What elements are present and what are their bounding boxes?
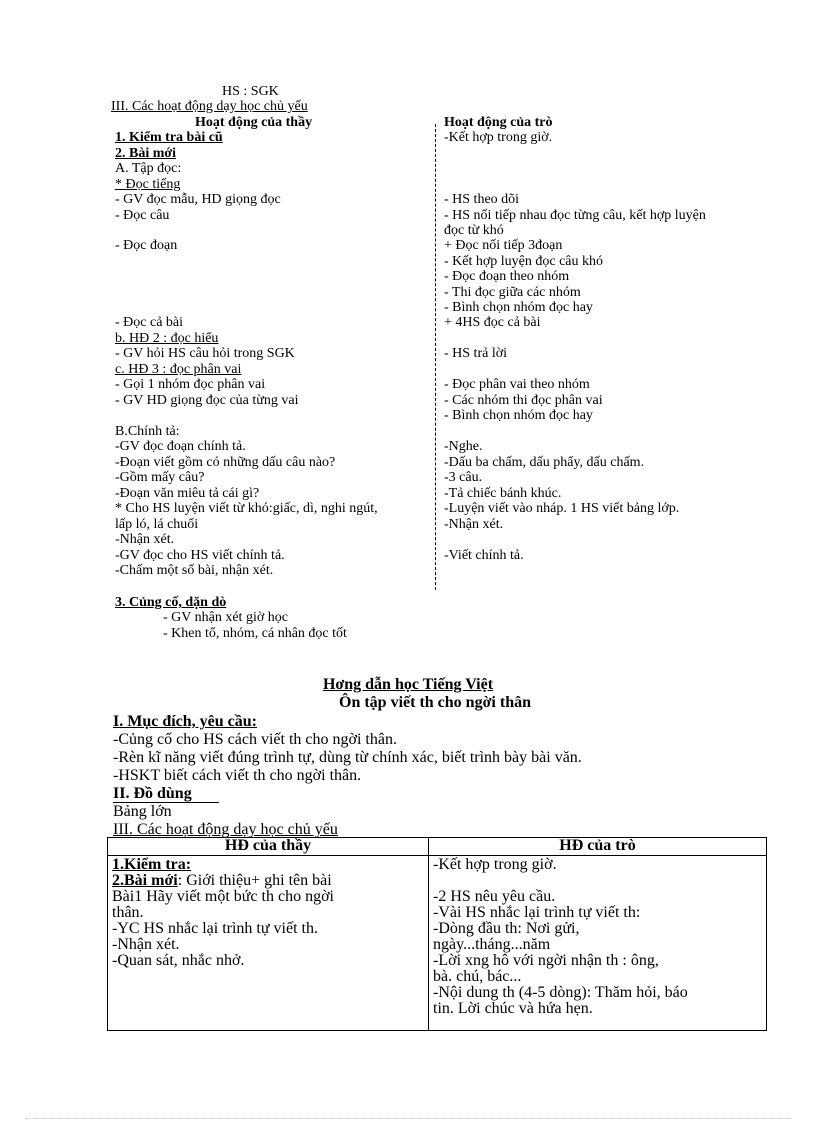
- student-line: - HS theo dõi: [444, 192, 520, 207]
- student-line: - Các nhóm thi đọc phân vai: [444, 393, 603, 408]
- materials-text: Bảng lớn: [113, 803, 172, 820]
- column-header-student: Hoạt động của trò: [444, 115, 553, 130]
- student-line: - HS nối tiếp nhau đọc từng câu, kết hợp luyện: [444, 208, 706, 223]
- student-line: -Nghe.: [444, 439, 483, 454]
- teacher-line: A. Tập đọc:: [115, 161, 182, 176]
- consolidation-heading: 3. Củng cố, dặn dò: [115, 595, 227, 610]
- student-line: - Bình chọn nhóm đọc hay: [444, 300, 593, 315]
- teacher-line: -GV đọc đoạn chính tả.: [115, 439, 246, 454]
- teacher-line: -Gồm mấy câu?: [115, 470, 205, 485]
- teacher-line: -Đoạn viết gồm có những dấu câu nào?: [115, 455, 336, 470]
- student-line: -Nhận xét.: [444, 517, 504, 532]
- teacher-line: b. HĐ 2 : đọc hiểu: [115, 331, 219, 346]
- lesson-title: Hơng dẫn học Tiếng Việt: [322, 676, 494, 693]
- student-cell-line: bà. chú, bác...: [433, 968, 522, 985]
- activities-heading: III. Các hoạt động dạy học chủ yếu: [111, 99, 308, 114]
- student-line: đọc từ khó: [444, 223, 504, 238]
- page-footer-rule: [25, 1118, 791, 1119]
- teacher-cell-line: thân.: [112, 904, 144, 921]
- student-line: + Đọc nối tiếp 3đoạn: [444, 238, 563, 253]
- teacher-cell-line: -Nhận xét.: [112, 936, 180, 953]
- student-cell-line: tin. Lời chúc và hứa hẹn.: [433, 1000, 593, 1017]
- teacher-line: c. HĐ 3 : đọc phân vai: [115, 362, 242, 377]
- teacher-line: lấp ló, lá chuối: [115, 517, 199, 532]
- goal-line: -HSKT biết cách viết th cho ngời thân.: [113, 767, 362, 784]
- new-lesson-label: 2.Bài mới: [112, 872, 178, 889]
- consolidation-line: - GV nhận xét giờ học: [163, 610, 288, 625]
- table-header-student: HĐ của trò: [429, 838, 767, 856]
- student-cell-line: -Nội dung th (4-5 dòng): Thăm hỏi, báo: [433, 984, 688, 1001]
- student-line: -Kết hợp trong giờ.: [444, 130, 553, 145]
- teacher-line: 2. Bài mới: [115, 146, 177, 161]
- materials-line: HS : SGK: [222, 84, 279, 99]
- teacher-cell-line: -YC HS nhắc lại trình tự viết th.: [112, 920, 318, 937]
- student-line: -Luyện viết vào nháp. 1 HS viết bảng lớp.: [444, 501, 680, 516]
- teacher-line: -Đoạn văn miêu tả cái gì?: [115, 486, 260, 501]
- student-cell-blank: [433, 873, 762, 889]
- materials-heading: II. Đồ dùng: [113, 786, 219, 803]
- teacher-line: - Đọc cả bài: [115, 315, 184, 330]
- student-line: - Bình chọn nhóm đọc hay: [444, 408, 593, 423]
- student-line: -Viết chính tả.: [444, 548, 524, 563]
- teacher-line: - GV HD giọng đọc của từng vai: [115, 393, 299, 408]
- teacher-cell: [108, 856, 429, 1031]
- teacher-line: - Đọc câu: [115, 208, 170, 223]
- teacher-line: * Đọc tiếng: [115, 177, 181, 192]
- student-line: -Tả chiếc bánh khúc.: [444, 486, 562, 501]
- column-header-teacher: Hoạt động của thầy: [195, 115, 313, 130]
- student-cell-line: -2 HS nêu yêu cầu.: [433, 888, 556, 905]
- teacher-line: - Đọc đoạn: [115, 238, 178, 253]
- teacher-line: * Cho HS luyện viết từ khó:giấc, dì, nghi ngút,: [115, 501, 378, 516]
- goal-line: -Củng cố cho HS cách viết th cho ngời thân.: [113, 731, 397, 748]
- student-line: + 4HS đọc cả bài: [444, 315, 541, 330]
- activities-heading-2: III. Các hoạt động dạy học chủ yếu: [113, 821, 338, 838]
- table-header-teacher: HĐ của thầy: [108, 838, 429, 856]
- teacher-line: -GV đọc cho HS viết chính tả.: [115, 548, 285, 563]
- student-cell-line: ngày...tháng...năm: [433, 936, 551, 953]
- student-cell-line: -Kết hợp trong giờ.: [433, 856, 557, 873]
- student-line: - Đọc phân vai theo nhóm: [444, 377, 590, 392]
- teacher-line: 1. Kiểm tra bài cũ: [115, 130, 223, 145]
- student-line: -3 câu.: [444, 470, 483, 485]
- student-line: -Dấu ba chấm, dấu phẩy, dấu chấm.: [444, 455, 645, 470]
- goal-line: -Rèn kĩ năng viết đúng trình tự, dùng từ chính xác, biết trình bày bài văn.: [113, 749, 582, 766]
- teacher-line: - GV đọc mẫu, HD giọng đọc: [115, 192, 281, 207]
- activities-table: [107, 837, 767, 1031]
- column-divider: [435, 124, 436, 590]
- student-cell-line: -Lời xng hô với ngời nhận th : ông,: [433, 952, 659, 969]
- student-cell-line: -Dòng đầu th: Nơi gửi,: [433, 920, 580, 937]
- student-line: - HS trả lời: [444, 346, 508, 361]
- student-cell-line: -Vài HS nhắc lại trình tự viết th:: [433, 904, 641, 921]
- teacher-cell-line: -Quan sát, nhắc nhở.: [112, 952, 245, 969]
- teacher-line: - Gọi 1 nhóm đọc phân vai: [115, 377, 266, 392]
- teacher-line: - GV hỏi HS câu hỏi trong SGK: [115, 346, 295, 361]
- new-lesson-line: [112, 873, 424, 889]
- consolidation-line: - Khen tổ, nhóm, cá nhân đọc tốt: [163, 626, 347, 641]
- teacher-line: -Chấm một số bài, nhận xét.: [115, 563, 274, 578]
- new-lesson-text: : Giới thiệu+ ghi tên bài: [177, 872, 332, 889]
- goals-heading: I. Mục đích, yêu cầu:: [113, 713, 257, 730]
- teacher-cell-line: Bài1 Hãy viết một bức th cho ngời: [112, 888, 334, 905]
- lesson-subtitle: Ôn tập viết th cho ngời thân: [339, 694, 531, 711]
- student-line: - Thi đọc giữa các nhóm: [444, 285, 581, 300]
- check-heading: 1.Kiểm tra:: [112, 856, 192, 873]
- teacher-line: B.Chính tả:: [115, 424, 180, 439]
- student-line: - Kết hợp luyện đọc câu khó: [444, 254, 604, 269]
- student-cell: [429, 856, 767, 1031]
- student-line: - Đọc đoạn theo nhóm: [444, 269, 570, 284]
- teacher-line: -Nhận xét.: [115, 532, 175, 547]
